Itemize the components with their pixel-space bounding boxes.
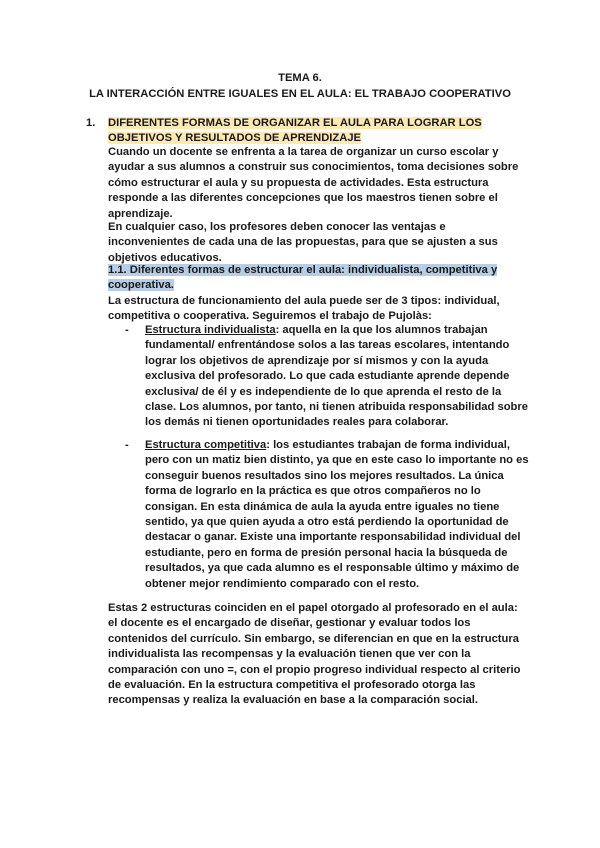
section-1-1-heading-text: 1.1. Diferentes formas de estructurar el aula: individualista, competitiva y cooperativa. bbox=[108, 264, 498, 292]
section-1-1-intro: La estructura de funcionamiento del aula puede ser de 3 tipos: individual, competitiva o cooperativa. Seguiremos el trabajo de Pujolàs: bbox=[108, 295, 500, 323]
bullet-marker: - bbox=[125, 324, 129, 336]
section-1-paragraph-1: Cuando un docente se enfrenta a la tarea de organizar un curso escolar y ayudar a sus alumnos a construir sus conocimientos, toma decisiones sobre cómo estructurar el aula y su propuesta de actividades. Esta estructura responde a las diferentes concepciones que los maestros tienen sobre el aprendizaje. bbox=[108, 146, 519, 220]
section-1-1-heading bbox=[108, 263, 528, 294]
section-1-heading bbox=[86, 116, 528, 146]
bullet-term: Estructura individualista bbox=[145, 324, 276, 336]
bullet-term: Estructura competitiva bbox=[145, 439, 267, 451]
bullet-marker: - bbox=[125, 439, 129, 451]
bullet-text: : los estudiantes trabajan de forma individual, pero con un matiz bien distinto, ya que en este caso lo importante no es conseguir buenos resultados sino los mejores resultados. La única forma de lograrlo en la práctica es que otros compañeros no lo consigan. En esta dinámica de aula la ayuda entre iguales no tiene sentido, ya que quien ayuda a otro está perdiendo la oportunidad de destacar o ganar. Existe una importante responsabilidad individual del estudiante, pero en forma de presión personal hacia la búsqueda de resultados, ya que cada alumno es el responsable último y máximo de obtener mejor rendimiento comparado con el resto. bbox=[145, 439, 529, 590]
bullet-text: : aquella en la que los alumnos trabajan fundamental/ enfrentándose solos a las tareas escolares, intentando lograr los objetivos de aprendizaje por sí mismos y con la ayuda exclusiva del profesorado. Lo que cada estudiante aprende depende exclusiva/ de él y es independiente de lo que aprenda el resto de la clase. Los alumnos, por tanto, ni tienen atribuida responsabilidad sobre los demás ni tienen oportunidades reales para colaborar. bbox=[145, 324, 528, 429]
topic-title: LA INTERACCIÓN ENTRE IGUALES EN EL AULA: EL TRABAJO COOPERATIVO bbox=[89, 88, 511, 100]
bullet-individualista bbox=[125, 323, 530, 431]
section-1-heading-text: DIFERENTES FORMAS DE ORGANIZAR EL AULA PARA LOGRAR LOS OBJETIVOS Y RESULTADOS DE APRENDIZAJE bbox=[108, 117, 482, 144]
bullet-competitiva bbox=[125, 438, 530, 592]
section-1-paragraph-2: En cualquier caso, los profesores deben conocer las ventajas e inconvenientes de cada una de las propuestas, para que se ajusten a sus objetivos educativos. bbox=[108, 221, 498, 264]
section-1-number: 1. bbox=[86, 117, 96, 129]
section-1-1-closing: Estas 2 estructuras coinciden en el papel otorgado al profesorado en el aula: el docente es el encargado de diseñar, gestionar y evaluar todos los contenidos del currículo. Sin embargo, se diferencian en que en la estructura individualista las recompensas y la evaluación tienen que ver con la comparación con uno =, con el propio progreso individual respecto al criterio de evaluación. En la estructura competitiva el profesorado otorga las recompensas y realiza la evaluación en base a la comparación social. bbox=[108, 602, 521, 707]
topic-number: TEMA 6. bbox=[278, 72, 322, 84]
document-title bbox=[0, 70, 600, 102]
